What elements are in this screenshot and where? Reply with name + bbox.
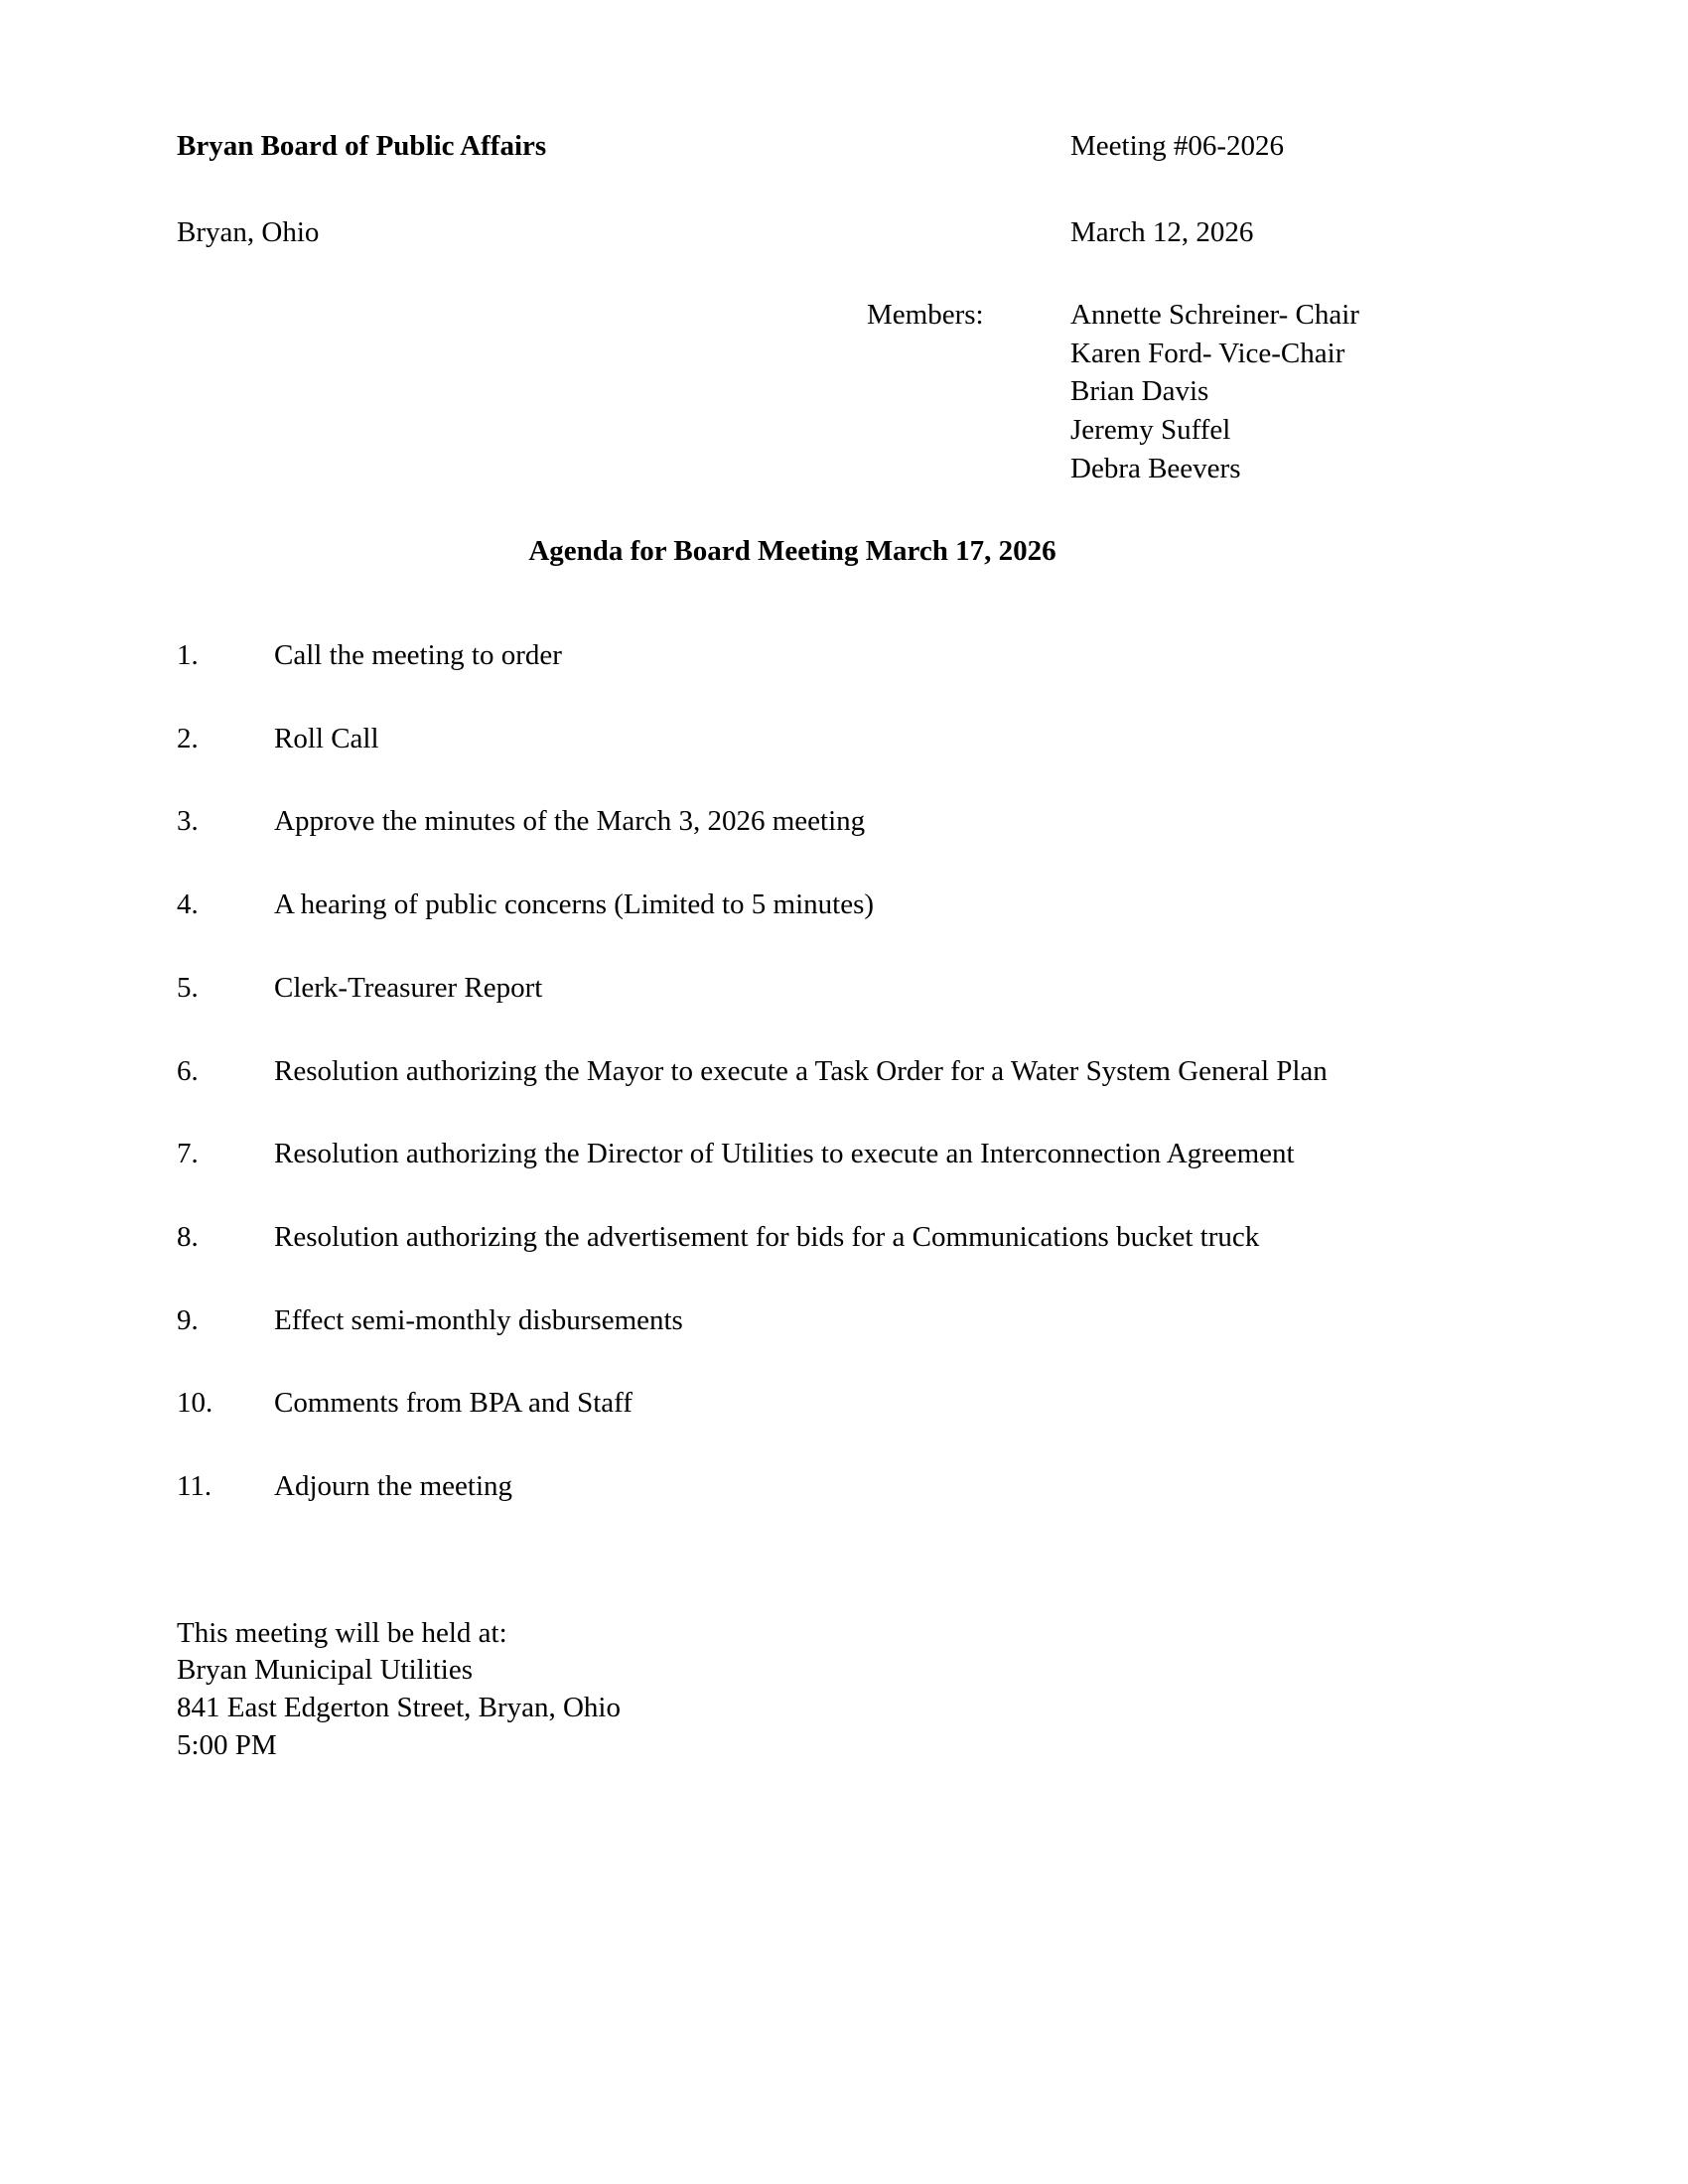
agenda-item-number: 2. (177, 722, 199, 754)
agenda-item-text: Comments from BPA and Staff (274, 1387, 633, 1420)
agenda-item (177, 803, 1507, 841)
agenda-item-text: A hearing of public concerns (Limited to 5 minutes) (274, 888, 875, 921)
agenda-item-text: Call the meeting to order (274, 639, 562, 672)
agenda-item-number: 1. (177, 639, 199, 672)
members-block (177, 296, 1507, 487)
agenda-item (177, 1468, 1507, 1506)
meeting-location-intro: This meeting will be held at: (177, 1616, 507, 1649)
agenda-item (177, 1053, 1507, 1091)
agenda-item (177, 887, 1507, 924)
agenda-item-text: Resolution authorizing the advertisement for bids for a Communications bucket truck (274, 1220, 1260, 1253)
member-name: Karen Ford- Vice-Chair (1070, 337, 1345, 369)
member-name: Brian Davis (1070, 375, 1209, 408)
members-label: Members: (867, 299, 984, 332)
agenda-item (177, 637, 1507, 675)
agenda-item-text: Roll Call (274, 722, 379, 754)
agenda-item-number: 3. (177, 805, 199, 838)
agenda-item-text: Clerk-Treasurer Report (274, 971, 543, 1004)
agenda-item-text: Resolution authorizing the Mayor to execute a Task Order for a Water System General Plan (274, 1054, 1328, 1087)
agenda-item-text: Approve the minutes of the March 3, 2026 meeting (274, 805, 866, 838)
agenda-item-number: 11. (177, 1469, 212, 1502)
agenda-item-text: Effect semi-monthly disbursements (274, 1303, 683, 1336)
agenda-item-number: 5. (177, 971, 199, 1004)
header-row-location (177, 213, 1507, 252)
agenda-item-number: 10. (177, 1387, 213, 1420)
header-row-organization (177, 127, 1507, 166)
agenda-item-number: 9. (177, 1303, 199, 1336)
agenda-item (177, 721, 1507, 758)
member-name: Debra Beevers (1070, 452, 1241, 484)
meeting-venue: Bryan Municipal Utilities (177, 1654, 474, 1687)
meeting-location-block (177, 1615, 1507, 1765)
agenda-item (177, 1302, 1507, 1340)
agenda-item (177, 970, 1507, 1008)
agenda-item-number: 6. (177, 1054, 199, 1087)
location-text: Bryan, Ohio (177, 216, 320, 249)
agenda-item-number: 4. (177, 888, 199, 921)
member-name: Annette Schreiner- Chair (1070, 299, 1359, 332)
meeting-address: 841 East Edgerton Street, Bryan, Ohio (177, 1692, 621, 1724)
agenda-item (177, 1219, 1507, 1257)
organization-title: Bryan Board of Public Affairs (177, 130, 547, 162)
agenda-item-number: 8. (177, 1220, 199, 1253)
agenda-item-text: Adjourn the meeting (274, 1469, 513, 1502)
members-list (1070, 296, 1507, 487)
agenda-title: Agenda for Board Meeting March 17, 2026 (528, 535, 1056, 568)
meeting-number: Meeting #06-2026 (1070, 130, 1285, 162)
meeting-date: March 12, 2026 (1070, 216, 1254, 249)
document-content (177, 127, 1507, 1764)
agenda-item-number: 7. (177, 1138, 199, 1170)
agenda-item (177, 1385, 1507, 1423)
member-name: Jeremy Suffel (1070, 413, 1231, 446)
meeting-time: 5:00 PM (177, 1728, 277, 1761)
agenda-item-text: Resolution authorizing the Director of Utilities to execute an Interconnection Agreement (274, 1138, 1295, 1170)
agenda-list (177, 637, 1507, 1506)
agenda-item (177, 1136, 1507, 1173)
